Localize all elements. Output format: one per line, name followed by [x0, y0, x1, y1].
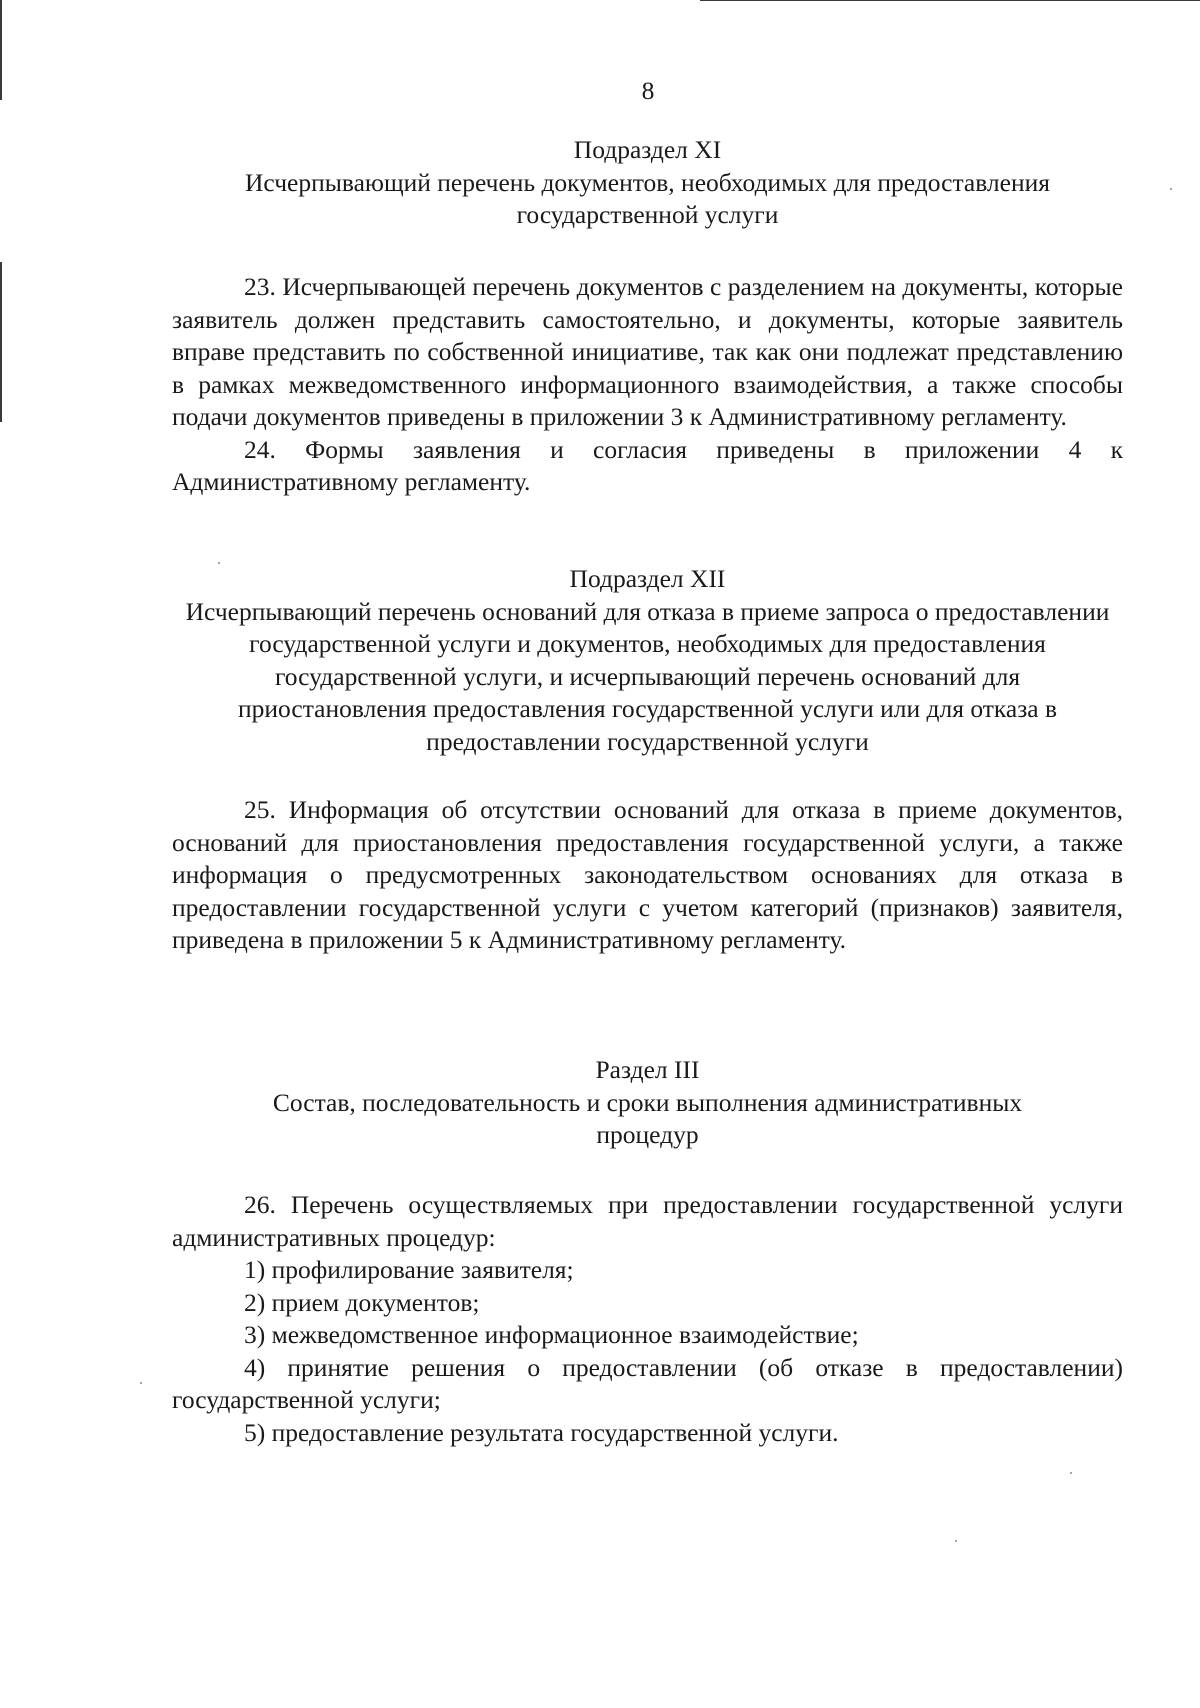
subsection-xii-text: Исчерпывающий перечень оснований для отказа в приеме запроса о предоставлении государственной услуги и документов, необходимых для предоставления государственной услуги, и исчерпывающий перечень оснований для приостановления предоставления государственной услуги или для отказа в предоставлении государственной услуги [185, 596, 1110, 756]
procedure-item: 4) принятие решения о предоставлении (об отказе в предоставлении) государственной услуги; [172, 1352, 1123, 1414]
section-iii-heading [172, 1054, 1123, 1152]
section-iii-title: Раздел III [595, 1055, 700, 1084]
subsection-xii-title: Подраздел XII [569, 564, 726, 593]
paragraph-23: 23. Исчерпывающей перечень документов с разделением на документы, которые заявитель должен представить самостоятельно, и документы, которые заявитель вправе представить по собственной инициативе, так как они подлежат представлению в рамках межведомственного информационного взаимодействия, а также способы подачи документов приведены в приложении 3 к Административному регламенту. [172, 272, 1123, 431]
scan-edge-top [700, 0, 1200, 1]
paragraph-block-2 [172, 794, 1123, 957]
paragraph-block-3 [172, 1189, 1123, 1449]
procedure-item: 2) прием документов; [244, 1287, 480, 1317]
subsection-xii-heading [172, 563, 1123, 758]
procedure-item: 1) профилирование заявителя; [244, 1255, 574, 1284]
section-iii-text: Состав, последовательность и сроки выполнения административных процедур [272, 1087, 1023, 1149]
paragraph-25: 25. Информация об отсутствии оснований для отказа в приеме документов, оснований для приостановления предоставления государственной услуги, а также информация о предусмотренных законодательством основаниях для отказа в предоставлении государственной услуги с учетом категорий (признаков) заявителя, приведена в приложении 5 к Административному регламенту. [172, 795, 1123, 954]
scan-speck [955, 1540, 957, 1542]
subsection-xi-heading [172, 134, 1123, 232]
scan-speck [1070, 1472, 1072, 1474]
paragraph-26: 26. Перечень осуществляемых при предоставлении государственной услуги административных процедур: [172, 1190, 1123, 1252]
scan-edge-left [0, 262, 2, 422]
subsection-xi-text: Исчерпывающий перечень документов, необходимых для предоставления государственной услуги [244, 167, 1050, 229]
paragraph-24: 24. Формы заявления и согласия приведены в приложении 4 к Административному регламенту. [172, 434, 1123, 496]
procedure-item: 5) предоставление результата государственной услуги. [244, 1417, 839, 1447]
scan-speck [140, 1382, 142, 1384]
paragraph-block-1 [172, 271, 1123, 499]
subsection-xi-title: Подраздел XI [573, 135, 722, 164]
page-number: 8 [641, 76, 655, 105]
procedure-item: 3) межведомственное информационное взаимодействие; [244, 1320, 859, 1349]
scan-speck [1170, 188, 1172, 190]
scan-speck [218, 562, 220, 564]
